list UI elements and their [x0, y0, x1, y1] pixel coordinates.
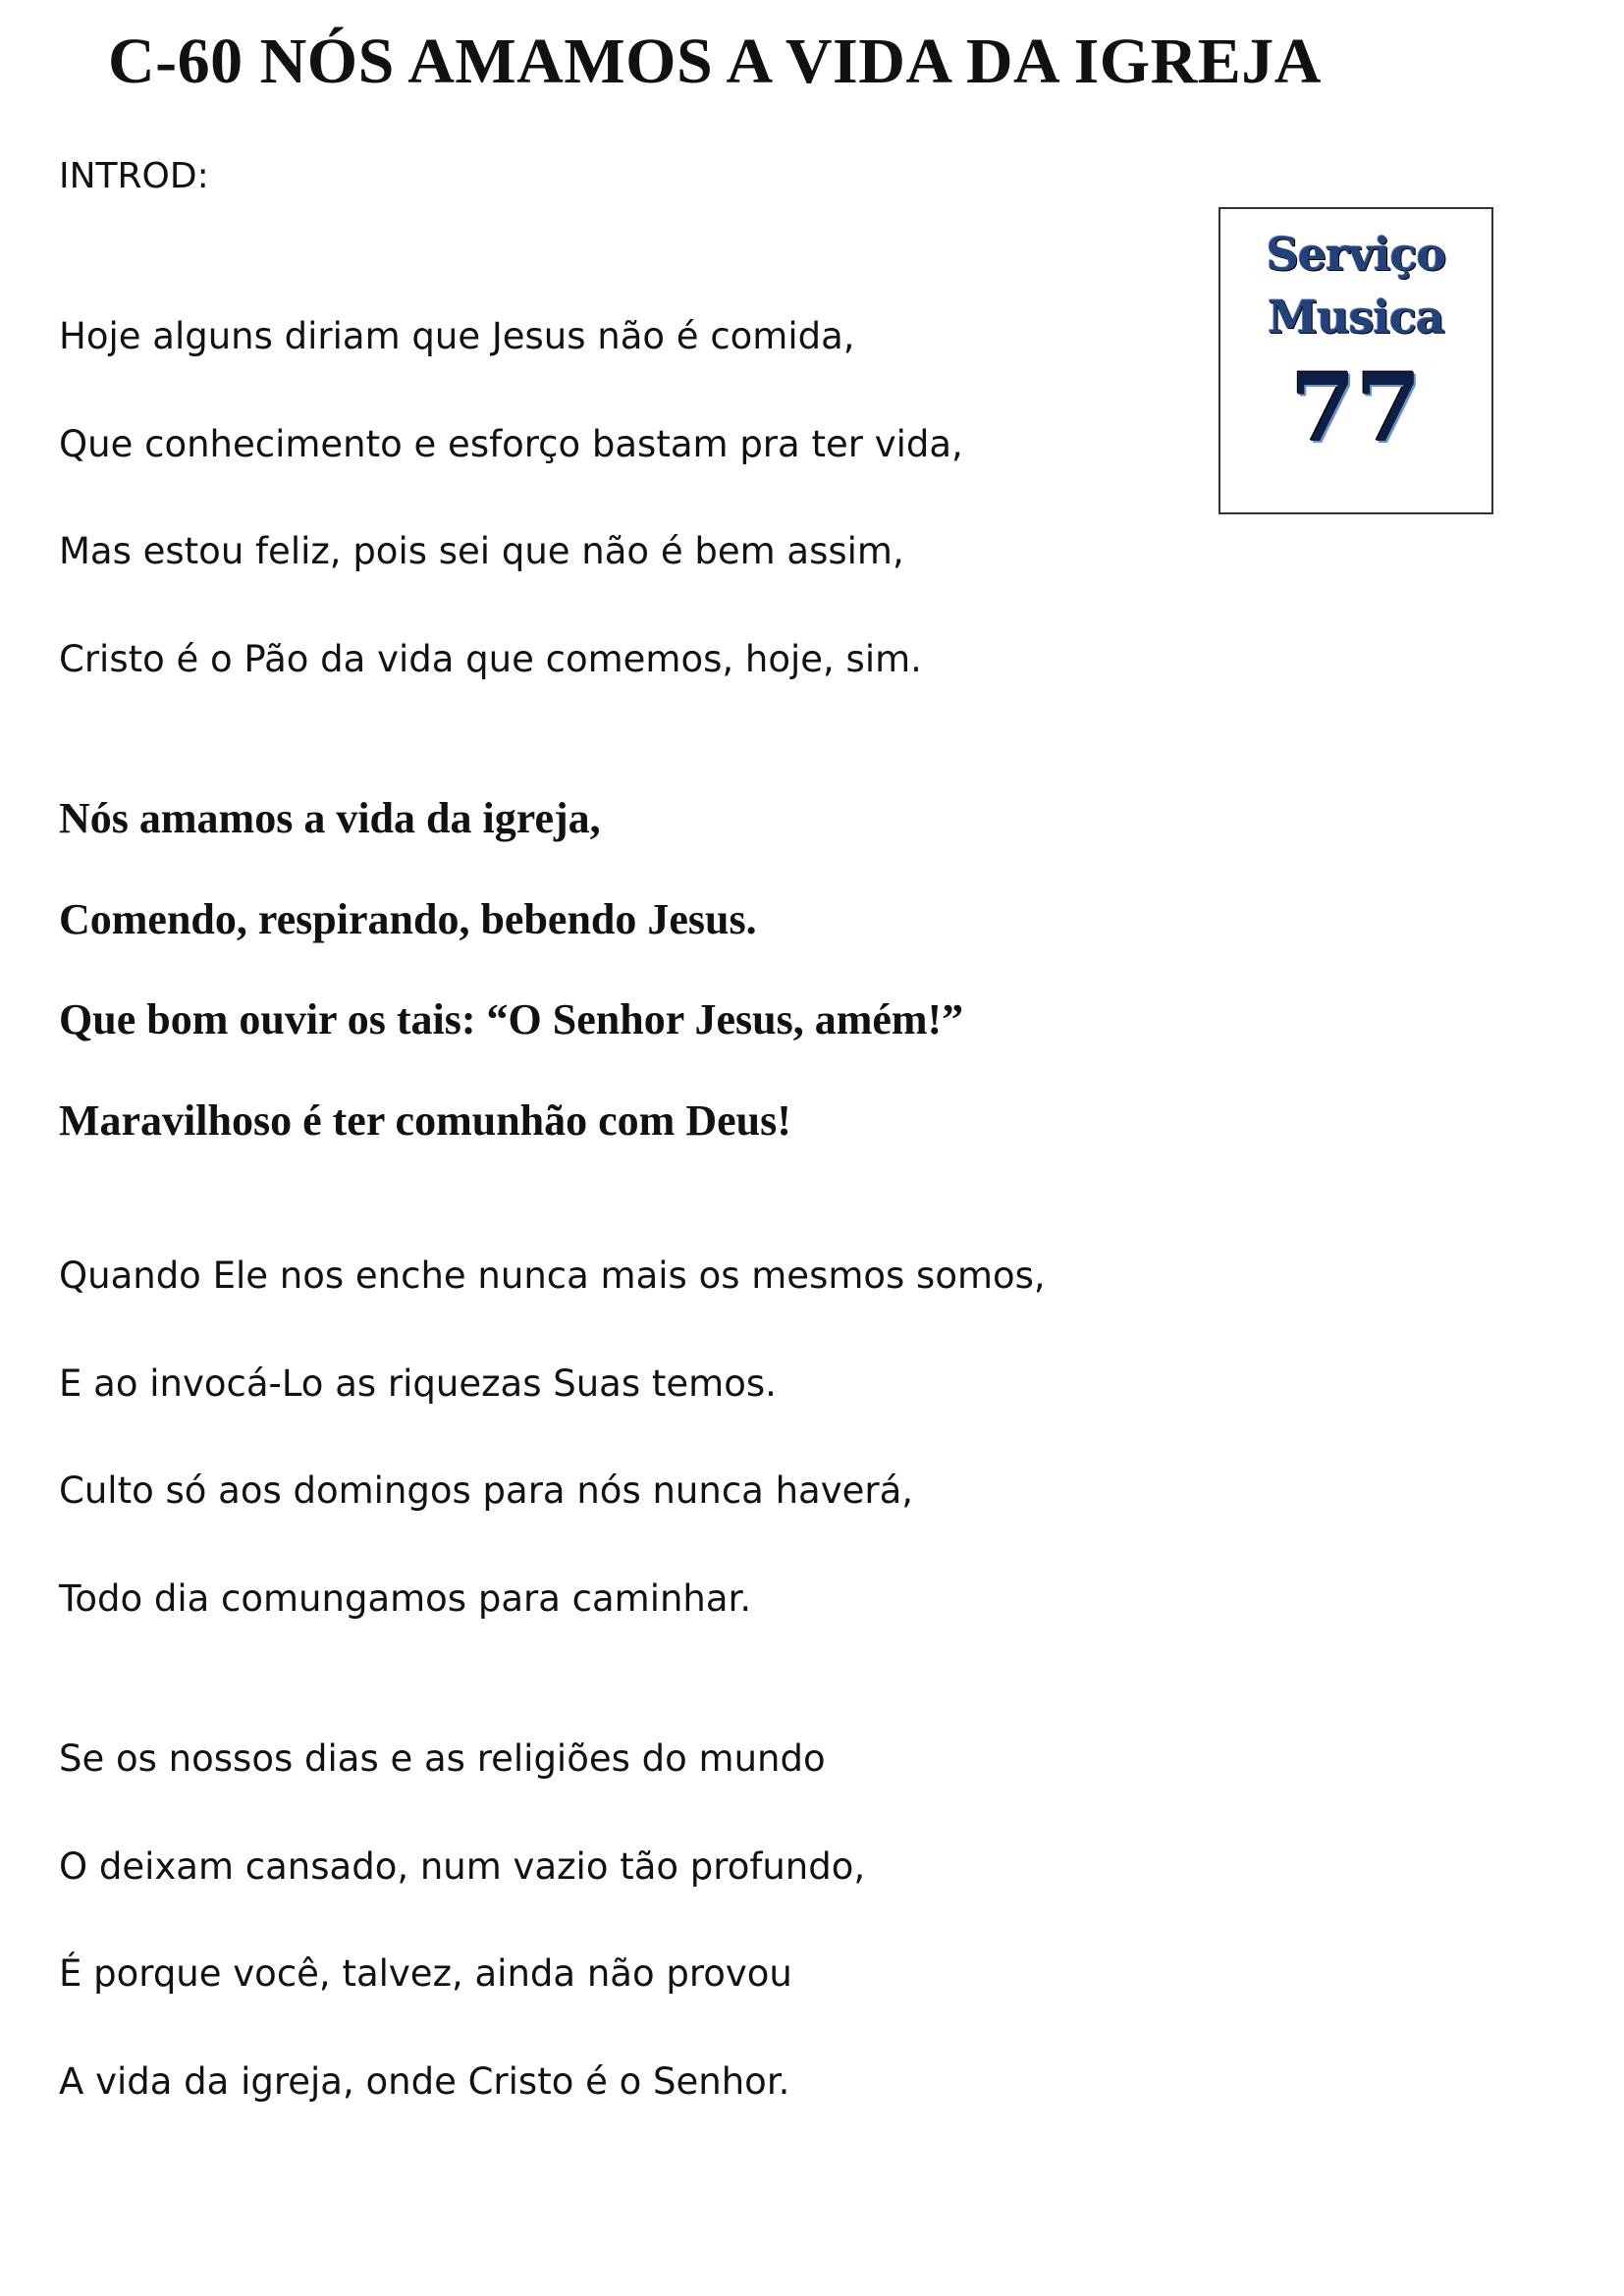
lyric-line: Mas estou feliz, pois sei que não é bem assim, [59, 530, 904, 572]
lyric-line: O deixam cansado, num vazio tão profundo, [59, 1844, 866, 1888]
lyric-line: Todo dia comungamos para caminhar. [59, 1576, 752, 1620]
lyric-line: E ao invocá-Lo as riquezas Suas temos. [59, 1362, 777, 1405]
stanza-1 [59, 312, 963, 742]
lyric-line: Cristo é o Pão da vida que comemos, hoje, sim. [59, 637, 922, 680]
lyric-line: É porque você, talvez, ainda não provou [59, 1952, 792, 1995]
stanza-3 [59, 1735, 865, 2164]
stamp-number: 77 [1290, 352, 1422, 463]
page-title: C-60 NÓS AMAMOS A VIDA DA IGREJA [108, 26, 1322, 97]
servico-musica-stamp [1218, 207, 1493, 514]
lyric-line: Culto só aos domingos para nós nunca haverá, [59, 1469, 914, 1512]
chorus-line: Maravilhoso é ter comunhão com Deus! [59, 1095, 791, 1145]
stamp-line-musica: Musica [1268, 291, 1444, 344]
chorus-line: Nós amamos a vida da igreja, [59, 794, 601, 842]
intro-label: INTROD: [59, 156, 209, 196]
stanza-2 [59, 1252, 1046, 1682]
lyric-line: Quando Ele nos enche nunca mais os mesmos somos, [59, 1255, 1046, 1297]
chorus [59, 794, 963, 1197]
chorus-line: Que bom ouvir os tais: “O Senhor Jesus, amém!” [59, 995, 964, 1043]
lyric-line: Se os nossos dias e as religiões do mundo [59, 1737, 826, 1780]
chorus-line: Comendo, respirando, bebendo Jesus. [59, 894, 757, 943]
lyric-line: A vida da igreja, onde Cristo é o Senhor. [59, 2059, 790, 2103]
lyric-line: Hoje alguns diriam que Jesus não é comida, [59, 315, 855, 357]
stamp-line-servico: Serviço [1266, 228, 1446, 281]
lyric-line: Que conhecimento e esforço bastam pra ter vida, [59, 422, 963, 465]
